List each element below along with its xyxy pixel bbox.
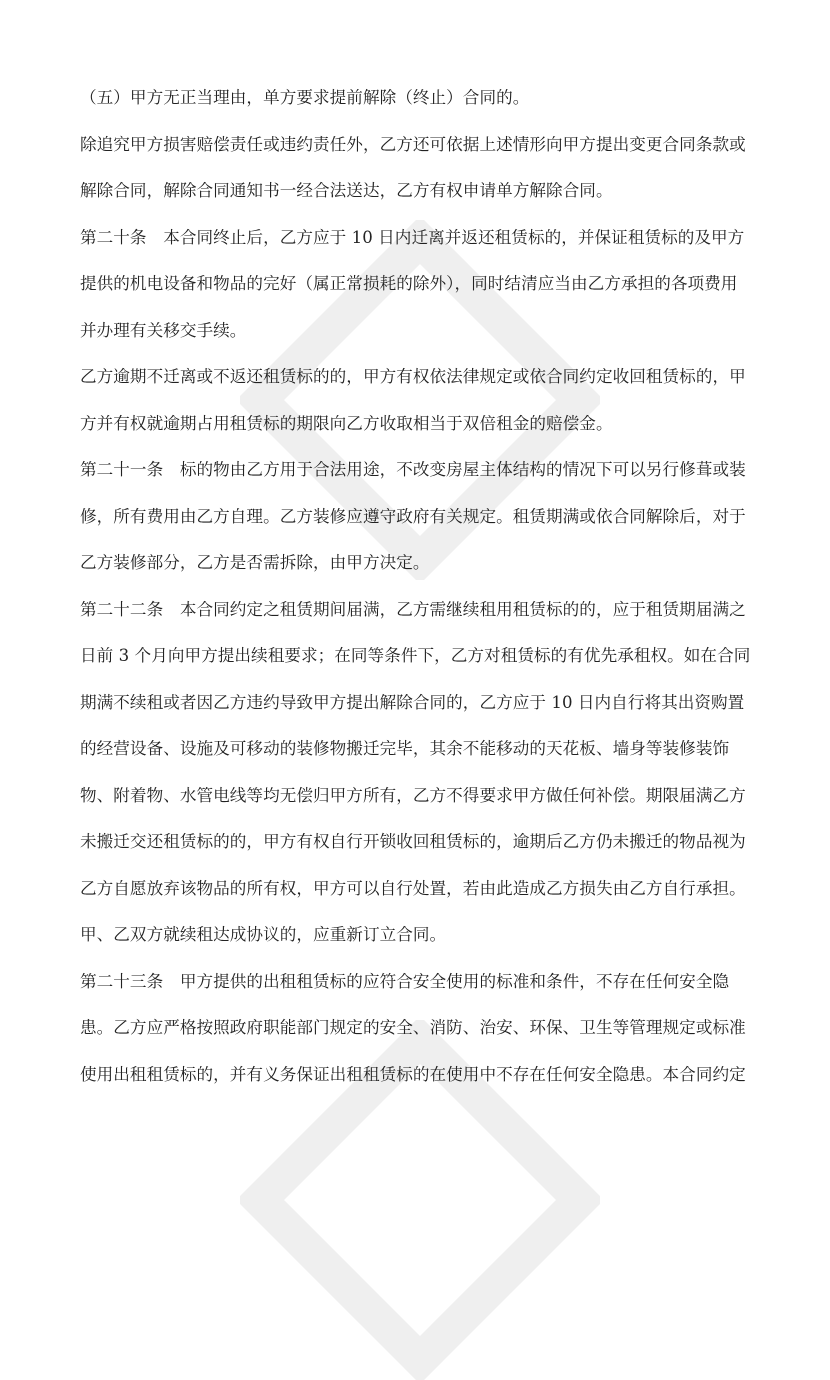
text-line: 第二十三条 甲方提供的出租租赁标的应符合安全使用的标准和条件，不存在任何安全隐 (80, 971, 730, 991)
text-line: （五）甲方无正当理由，单方要求提前解除（终止）合同的。 (80, 88, 530, 107)
text-line: 未搬迁交还租赁标的的，甲方有权自行开锁收回租赁标的，逾期后乙方仍未搬迁的物品视为 (80, 832, 746, 851)
text-line: 第二十二条 本合同约定之租赁期间届满，乙方需继续租用租赁标的的，应于租赁期届满之 (80, 599, 746, 619)
text-line: 提供的机电设备和物品的完好（属正常损耗的除外），同时结清应当由乙方承担的各项费用 (80, 274, 738, 293)
text-line: 解除合同，解除合同通知书一经合法送达，乙方有权申请单方解除合同。 (80, 181, 613, 200)
text-line: 物、附着物、水管电线等均无偿归甲方所有，乙方不得要求甲方做任何补偿。期限届满乙方 (80, 785, 746, 805)
text-line: 使用出租租赁标的，并有义务保证出租租赁标的在使用中不存在任何安全隐患。本合同约定 (80, 1064, 746, 1084)
text-line: 并办理有关移交手续。 (80, 320, 247, 340)
text-line: 第二十条 本合同终止后，乙方应于 10 日内迁离并返还租赁标的，并保证租赁标的及甲方 (80, 227, 745, 247)
text-line: 乙方自愿放弃该物品的所有权，甲方可以自行处置，若由此造成乙方损失由乙方自行承担。 (80, 878, 746, 898)
text-line: 方并有权就逾期占用租赁标的期限向乙方收取相当于双倍租金的赔偿金。 (80, 413, 613, 433)
text-line: 修，所有费用由乙方自理。乙方装修应遵守政府有关规定。租赁期满或依合同解除后，对于 (80, 506, 746, 526)
text-line: 甲、乙双方就续租达成协议的，应重新订立合同。 (80, 925, 447, 944)
text-line: 乙方逾期不迁离或不返还租赁标的的，甲方有权依法律规定或依合同约定收回租赁标的，甲 (80, 367, 746, 386)
text-line: 期满不续租或者因乙方违约导致甲方提出解除合同的，乙方应于 10 日内自行将其出资购置 (80, 692, 745, 712)
text-line: 除追究甲方损害赔偿责任或违约责任外，乙方还可依据上述情形向甲方提出变更合同条款或 (80, 134, 746, 154)
text-line: 的经营设备、设施及可移动的装修物搬迁完毕，其余不能移动的天花板、墙身等装修装饰 (80, 739, 730, 758)
text-line: 患。乙方应严格按照政府职能部门规定的安全、消防、治安、环保、卫生等管理规定或标准 (80, 1018, 746, 1037)
text-line: 日前 3 个月向甲方提出续租要求；在同等条件下，乙方对租赁标的有优先承租权。如在合同 (80, 646, 751, 665)
text-line: 第二十一条 标的物由乙方用于合法用途，不改变房屋主体结构的情况下可以另行修葺或装 (80, 460, 746, 479)
text-line: 乙方装修部分，乙方是否需拆除，由甲方决定。 (80, 553, 430, 572)
